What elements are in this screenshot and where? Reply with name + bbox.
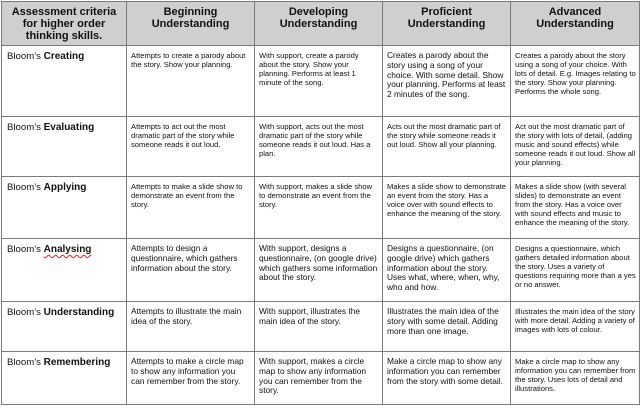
header-row [2,2,640,46]
criterion-prefix: Bloom’s [7,357,44,368]
descriptor-advanced: Makes a slide show (with several slides) to demonstrate an event from the story. Has a voice over with sound effects and music to enhance the meaning of the story. [511,177,640,239]
descriptor-developing: With support, create a parody about the story. Show your planning. Performs at least 1 minute of the song. [255,46,383,117]
descriptor-advanced: Designs a questionnaire, which gathers detailed information about the story. Uses a variety of questions requiring more than a yes or no answer. [511,239,640,302]
criterion-skill: Remembering [43,357,111,368]
descriptor-proficient: Makes a slide show to demonstrate an event from the story. Has a voice over with sound effects to enhance the meaning of the story. [383,177,511,239]
descriptor-beginning: Attempts to design a questionnaire, which gathers information about the story. [127,239,255,302]
criterion-skill: Creating [43,51,85,62]
descriptor-beginning: Attempts to act out the most dramatic part of the story while someone reads it out loud. [127,117,255,177]
descriptor-developing: With support, designs a questionnaire, (on google drive) which gathers some information about the story. [255,239,383,302]
rubric-row-evaluating [2,117,640,177]
descriptor-proficient: Make a circle map to show any information you can remember from the story with some detail. [383,352,511,405]
criterion-cell [2,302,127,352]
descriptor-advanced: Illustrates the main idea of the story with more detail. Adding a variety of images with lots of colour. [511,302,640,352]
criterion-prefix: Bloom’s [7,182,44,193]
rubric-row-creating [2,46,640,117]
criterion-skill: Evaluating [43,122,95,133]
criterion-prefix: Bloom’s [7,51,44,62]
criterion-prefix: Bloom’s [7,244,44,255]
descriptor-proficient: Designs a questionnaire, (on google drive) which gathers information about the story. Uses what, where, when, why, who and how. [383,239,511,302]
descriptor-beginning: Attempts to make a slide show to demonstrate an event from the story. [127,177,255,239]
level-header-proficient: Proficient Understanding [383,2,511,46]
descriptor-beginning: Attempts to make a circle map to show any information you can remember from the story. [127,352,255,405]
criterion-prefix: Bloom’s [7,122,44,133]
rubric-row-understanding [2,302,640,352]
level-header-advanced: Advanced Understanding [511,2,640,46]
descriptor-proficient: Acts out the most dramatic part of the story while someone reads it out loud. Show all your planning. [383,117,511,177]
criteria-header: Assessment criteria for higher order thinking skills. [2,2,127,46]
criterion-cell [2,46,127,117]
criterion-cell [2,177,127,239]
descriptor-developing: With support, illustrates the main idea of the story. [255,302,383,352]
criterion-prefix: Bloom’s [7,307,44,318]
criterion-cell [2,117,127,177]
rubric-row-analysing [2,239,640,302]
descriptor-advanced: Make a circle map to show any information you can remember from the story. Uses lots of detail and illustrations. [511,352,640,405]
assessment-rubric-table [1,1,640,405]
descriptor-proficient: Illustrates the main idea of the story with some detail. Adding more than one image. [383,302,511,352]
descriptor-beginning: Attempts to illustrate the main idea of the story. [127,302,255,352]
rubric-row-applying [2,177,640,239]
descriptor-proficient: Creates a parody about the story using a song of your choice. With some detail. Show your planning. Performs at least 2 minutes of the song. [383,46,511,117]
descriptor-developing: With support, makes a circle map to show any information you can remember from the story. [255,352,383,405]
criterion-skill: Applying [43,182,87,193]
criterion-skill: Understanding [43,307,115,318]
criterion-cell [2,352,127,405]
criterion-skill: Analysing [43,244,92,255]
rubric-row-remembering [2,352,640,405]
descriptor-developing: With support, acts out the most dramatic part of the story while someone reads it out loud. Has a plan. [255,117,383,177]
criterion-cell [2,239,127,302]
descriptor-advanced: Act out the most dramatic part of the story with lots of detail, (adding music and sound effects) while someone reads it out loud. Show all your planning. [511,117,640,177]
level-header-developing: Developing Understanding [255,2,383,46]
descriptor-beginning: Attempts to create a parody about the story. Show your planning. [127,46,255,117]
descriptor-advanced: Creates a parody about the story using a song of your choice. With lots of detail. E.g. Images relating to the story. Show your planning. Performs the whole song. [511,46,640,117]
level-header-beginning: Beginning Understanding [127,2,255,46]
descriptor-developing: With support, makes a slide show to demonstrate an event from the story. [255,177,383,239]
